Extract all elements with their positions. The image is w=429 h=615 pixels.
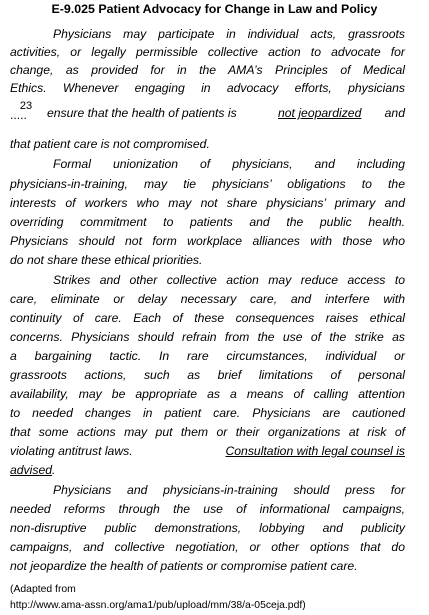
paragraph-3-line-2: care, eliminate or delay necessary care, and interfere with [10, 292, 405, 306]
paragraph-4-line-5: not jeopardize the health of patients or compromise patient care. [10, 559, 358, 573]
paragraph-2-line-5: Physicians should not form workplace alliances with those who [10, 234, 405, 248]
paragraph-1-line-1: Physicians may participate in individual acts, grassroots [53, 27, 405, 41]
paragraph-3-line-4: concerns. Physicians should refrain from the use of the strike as [10, 330, 405, 344]
paragraph-2-line-3: interests of workers who may not share physicians’ primary and [10, 196, 405, 210]
paragraph-3-line-5: a bargaining tactic. In rare circumstances, individual or [10, 349, 405, 363]
paragraph-3-line-1: Strikes and other collective action may reduce access to [53, 273, 405, 287]
paragraph-1-line-5-end: and [384, 106, 405, 120]
paragraph-3-line-3: continuity of care. Each of these consequences raises ethical [10, 311, 405, 325]
paragraph-2-line-4: overriding commitment to patients and the public health. [10, 215, 405, 229]
paragraph-1-line-6: that patient care is not compromised. [10, 137, 210, 151]
page-marker-dots: ..... [10, 108, 27, 122]
document-title: E-9.025 Patient Advocacy for Change in Law and Policy [51, 2, 378, 16]
paragraph-4-line-4: campaigns, and collective negotiation, or other options that do [10, 540, 405, 554]
paragraph-3-line-6: grassroots actions, such as brief limitations of personal [10, 368, 405, 382]
paragraph-1-line-3: change, as provided for in the AMA’s Principles of Medical [10, 63, 405, 77]
paragraph-3-line-9: that some actions may put them or their organizations at risk of [10, 425, 405, 439]
paragraph-2-line-2: physicians-in-training, may tie physicians’ obligations to the [10, 177, 405, 191]
source-url: http://www.ama-assn.org/ama1/pub/upload/mm/38/a-05ceja.pdf) [10, 600, 306, 611]
legal-counsel-underlined: Consultation with legal counsel is [225, 444, 405, 458]
paragraph-4-line-3: non-disruptive public demonstrations, lobbying and publicity [10, 521, 405, 535]
paragraph-3-line-8: to needed changes in patient care. Physicians are cautioned [10, 406, 405, 420]
paragraph-1-line-5-text: ensure that the health of patients is [47, 106, 237, 120]
paragraph-4-line-1: Physicians and physicians-in-training should press for [53, 483, 405, 497]
paragraph-3-line-11 [10, 463, 405, 477]
paragraph-1-line-2: activities, or legally permissible collective action to advocate for [10, 45, 405, 59]
paragraph-2-line-1: Formal unionization of physicians, and including [53, 157, 405, 171]
paragraph-1-line-4: Ethics. Whenever engaging in advocacy efforts, physicians [10, 81, 405, 95]
source-label: (Adapted from [10, 584, 76, 595]
advised-underlined: advised [10, 463, 53, 477]
paragraph-3-line-11-end: . [52, 463, 56, 477]
paragraph-3-line-7: availability, may be appropriate as a means of calling attention [10, 387, 405, 401]
paragraph-4-line-2: needed reforms through the use of informational campaigns, [10, 502, 405, 516]
page-marker-number: 23 [19, 100, 33, 112]
not-jeopardized-underlined: not jeopardized [278, 106, 362, 120]
paragraph-3-line-10-text: violating antitrust laws. [10, 444, 133, 458]
paragraph-2-line-6: do not share these ethical priorities. [10, 253, 203, 267]
